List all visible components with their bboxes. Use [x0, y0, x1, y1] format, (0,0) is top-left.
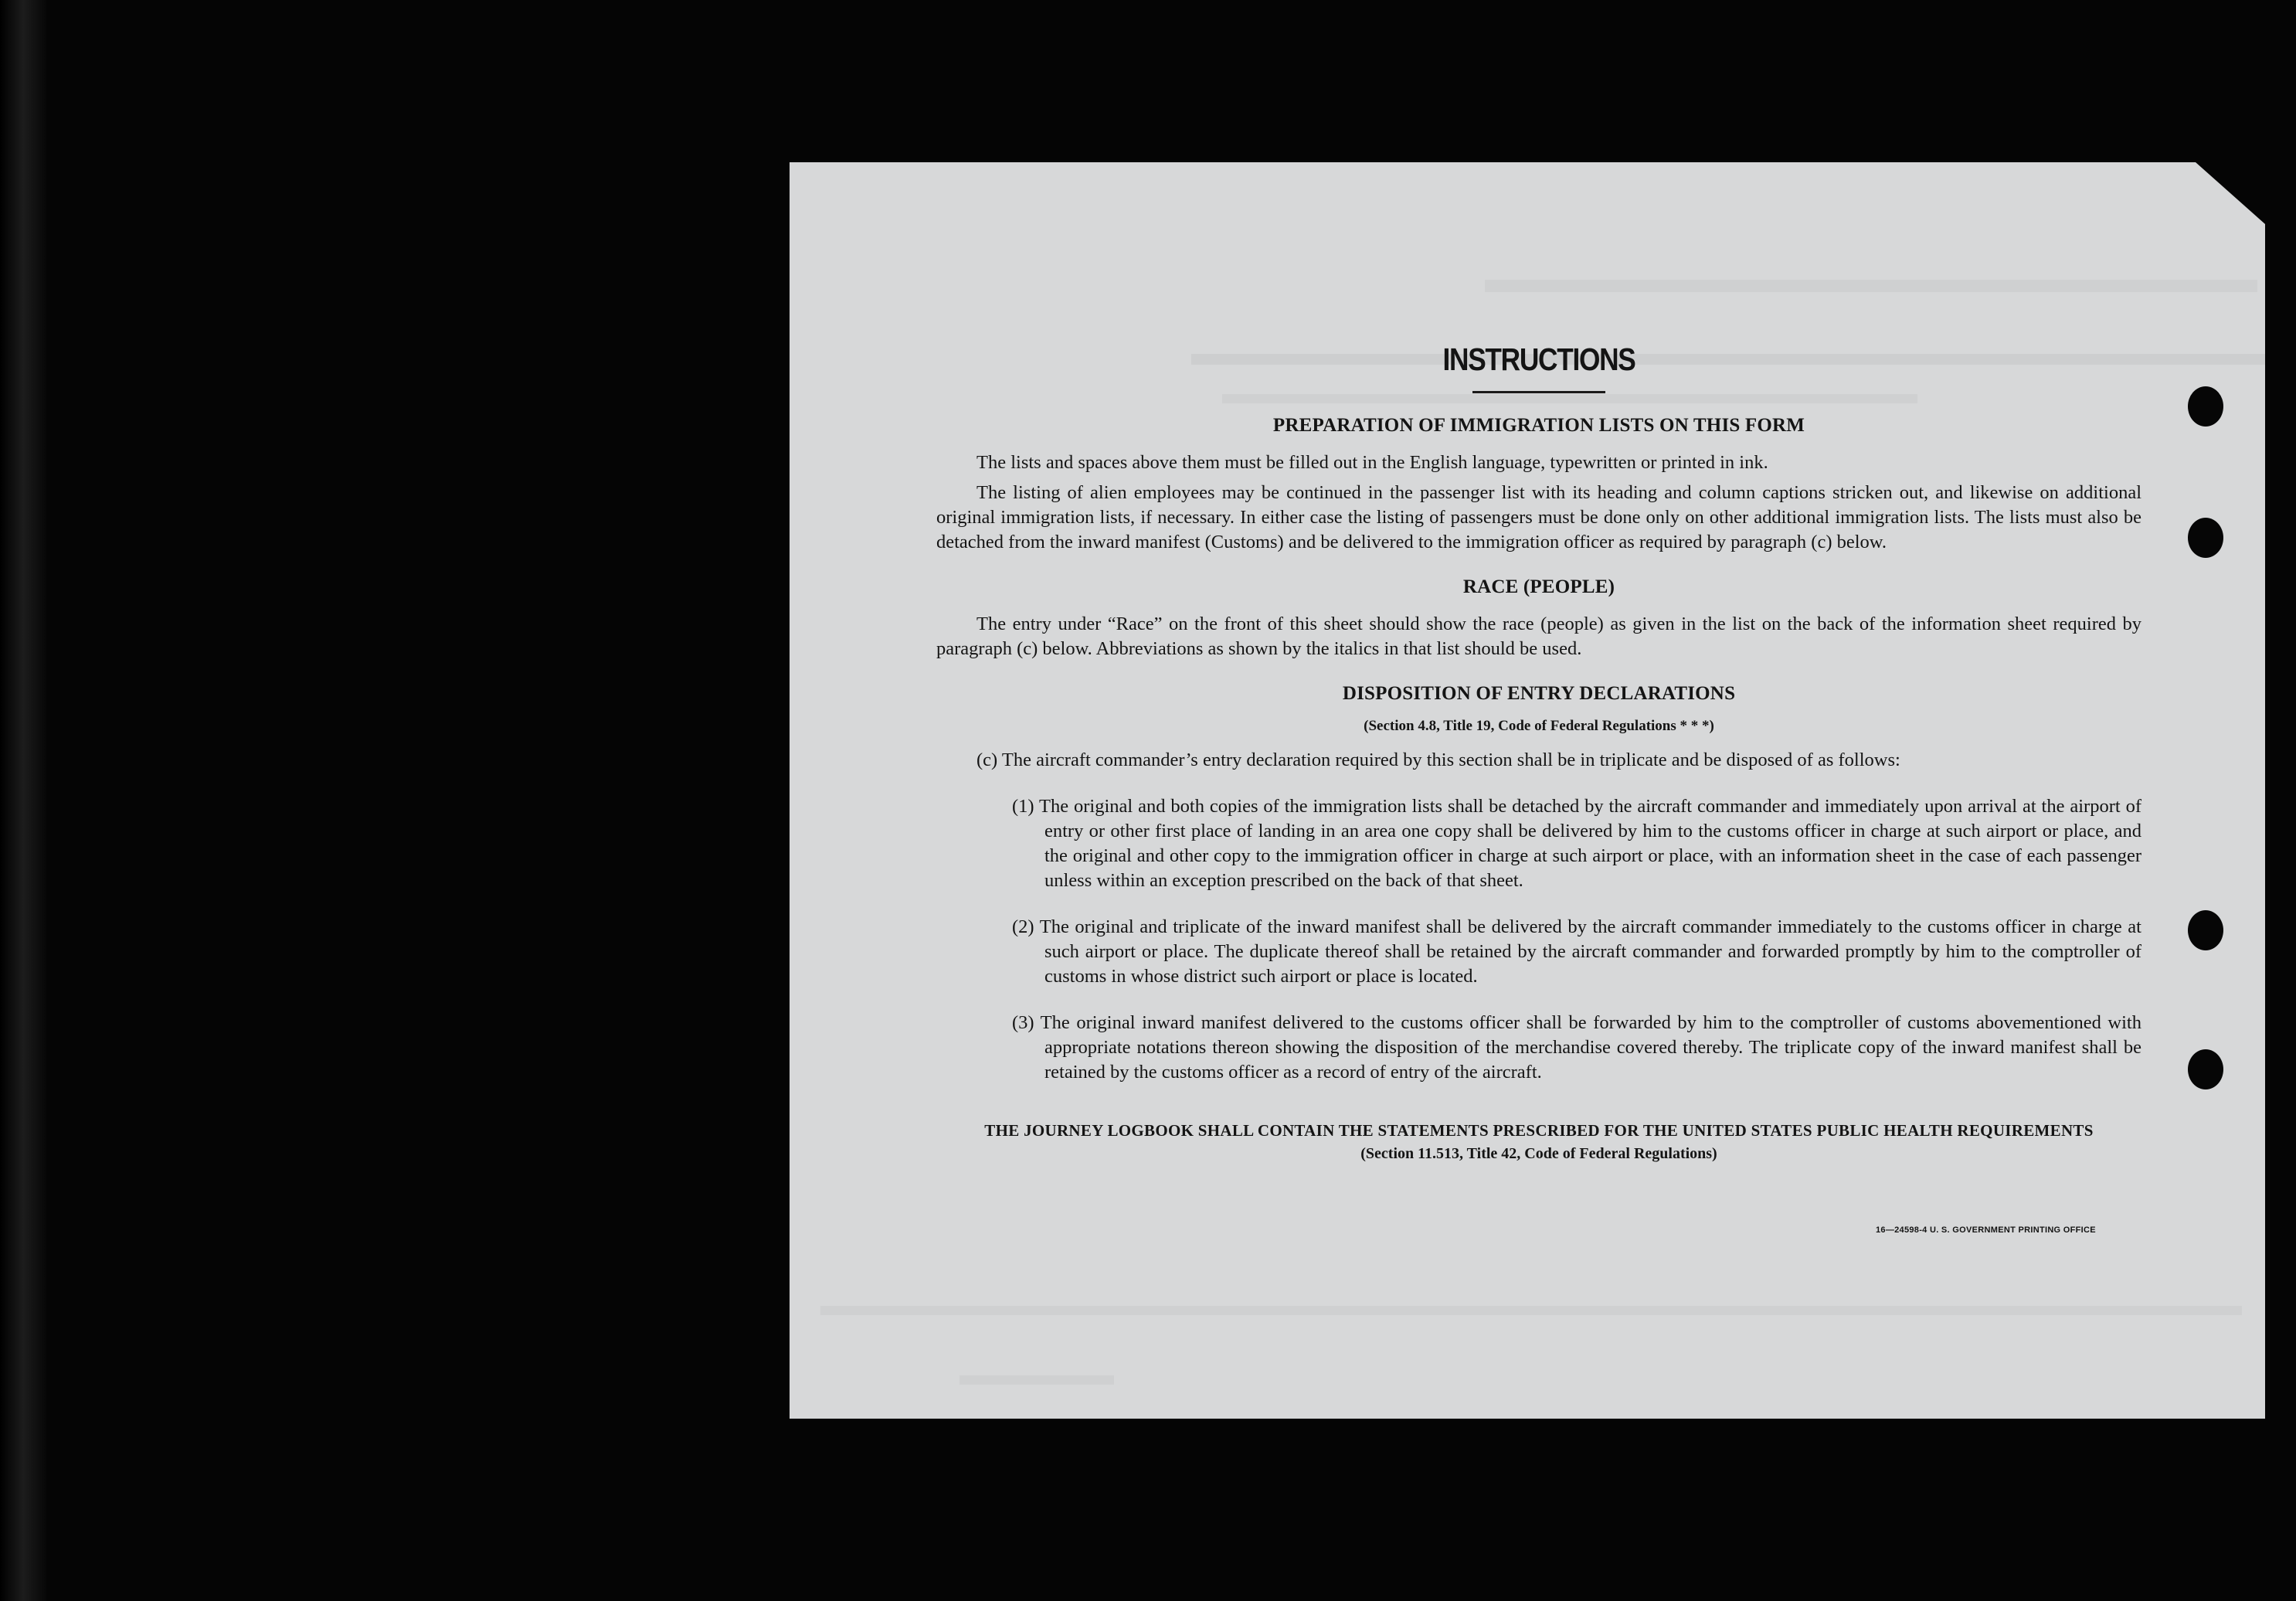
- disposition-citation: (Section 4.8, Title 19, Code of Federal Regulations * * *): [1364, 718, 1714, 734]
- heading-disposition: DISPOSITION OF ENTRY DECLARATIONS: [1342, 683, 1736, 704]
- disposition-item-2: (2) The original and triplicate of the inward manifest shall be delivered by the aircraft commander immediately to the customs officer in charge at such airport or place. The duplicate thereof shall be retained by the aircraft commander and forwarded promptly by him to the comptroller of customs in whose district such airport or place is located.: [1012, 916, 2141, 987]
- punch-hole-1: [2188, 386, 2223, 427]
- title-underline: [1472, 391, 1605, 393]
- race-paragraph: The entry under “Race” on the front of this sheet should show the race (people) as given in the list on the back of the information sheet required by paragraph (c) below. Abbreviations as shown by the italics in that list should be used.: [936, 614, 2141, 659]
- disposition-intro: (c) The aircraft commander’s entry declaration required by this section shall be in triplicate and be disposed of as follows:: [976, 750, 1900, 770]
- show-through-line-4: [820, 1306, 2242, 1315]
- instructions-body: [936, 340, 2141, 1165]
- closing-statement: THE JOURNEY LOGBOOK SHALL CONTAIN THE STATEMENTS PRESCRIBED FOR THE UNITED STATES PUBLIC HEALTH REQUIREMENTS: [984, 1121, 2094, 1140]
- punch-hole-4: [2188, 1049, 2223, 1089]
- preparation-paragraph-1: The lists and spaces above them must be filled out in the English language, typewritten or printed in ink.: [976, 452, 1768, 473]
- show-through-line-5: [959, 1375, 1114, 1385]
- scanner-edge: [0, 0, 46, 1601]
- show-through-line-1: [1485, 280, 2257, 292]
- printing-office-code: 16—24598-4 U. S. GOVERNMENT PRINTING OFFICE: [1876, 1225, 2096, 1235]
- punch-hole-3: [2188, 910, 2223, 950]
- page-title: INSTRUCTIONS: [1442, 342, 1635, 377]
- heading-preparation: PREPARATION OF IMMIGRATION LISTS ON THIS FORM: [1272, 415, 1805, 436]
- heading-race: RACE (PEOPLE): [1462, 576, 1615, 597]
- disposition-item-1: (1) The original and both copies of the immigration lists shall be detached by the aircraft commander and immediately upon arrival at the airport of entry or other first place of landing in an area one copy shall be delivered by him to the customs officer in charge at such airport or place, and the original and other copy to the immigration officer in charge at such airport or place, with an information sheet in the case of each passenger unless within an exception prescribed on the back of that sheet.: [1012, 796, 2141, 891]
- punch-hole-2: [2188, 518, 2223, 558]
- preparation-paragraph-2: The listing of alien employees may be continued in the passenger list with its heading and column captions stricken out, and likewise on additional original immigration lists, if necessary. In either case the listing of passengers must be done only on other additional immigration lists. The lists must also be detached from the inward manifest (Customs) and be delivered to the immigration officer as required by paragraph (c) below.: [936, 482, 2141, 552]
- closing-citation: (Section 11.513, Title 42, Code of Federal Regulations): [1360, 1145, 1717, 1162]
- disposition-item-3: (3) The original inward manifest delivered to the customs officer shall be forwarded by him to the comptroller of customs abovementioned with appropriate notations thereon showing the disposition of the merchandise covered thereby. The triplicate copy of the inward manifest shall be retained by the customs officer as a record of entry of the aircraft.: [1012, 1012, 2141, 1083]
